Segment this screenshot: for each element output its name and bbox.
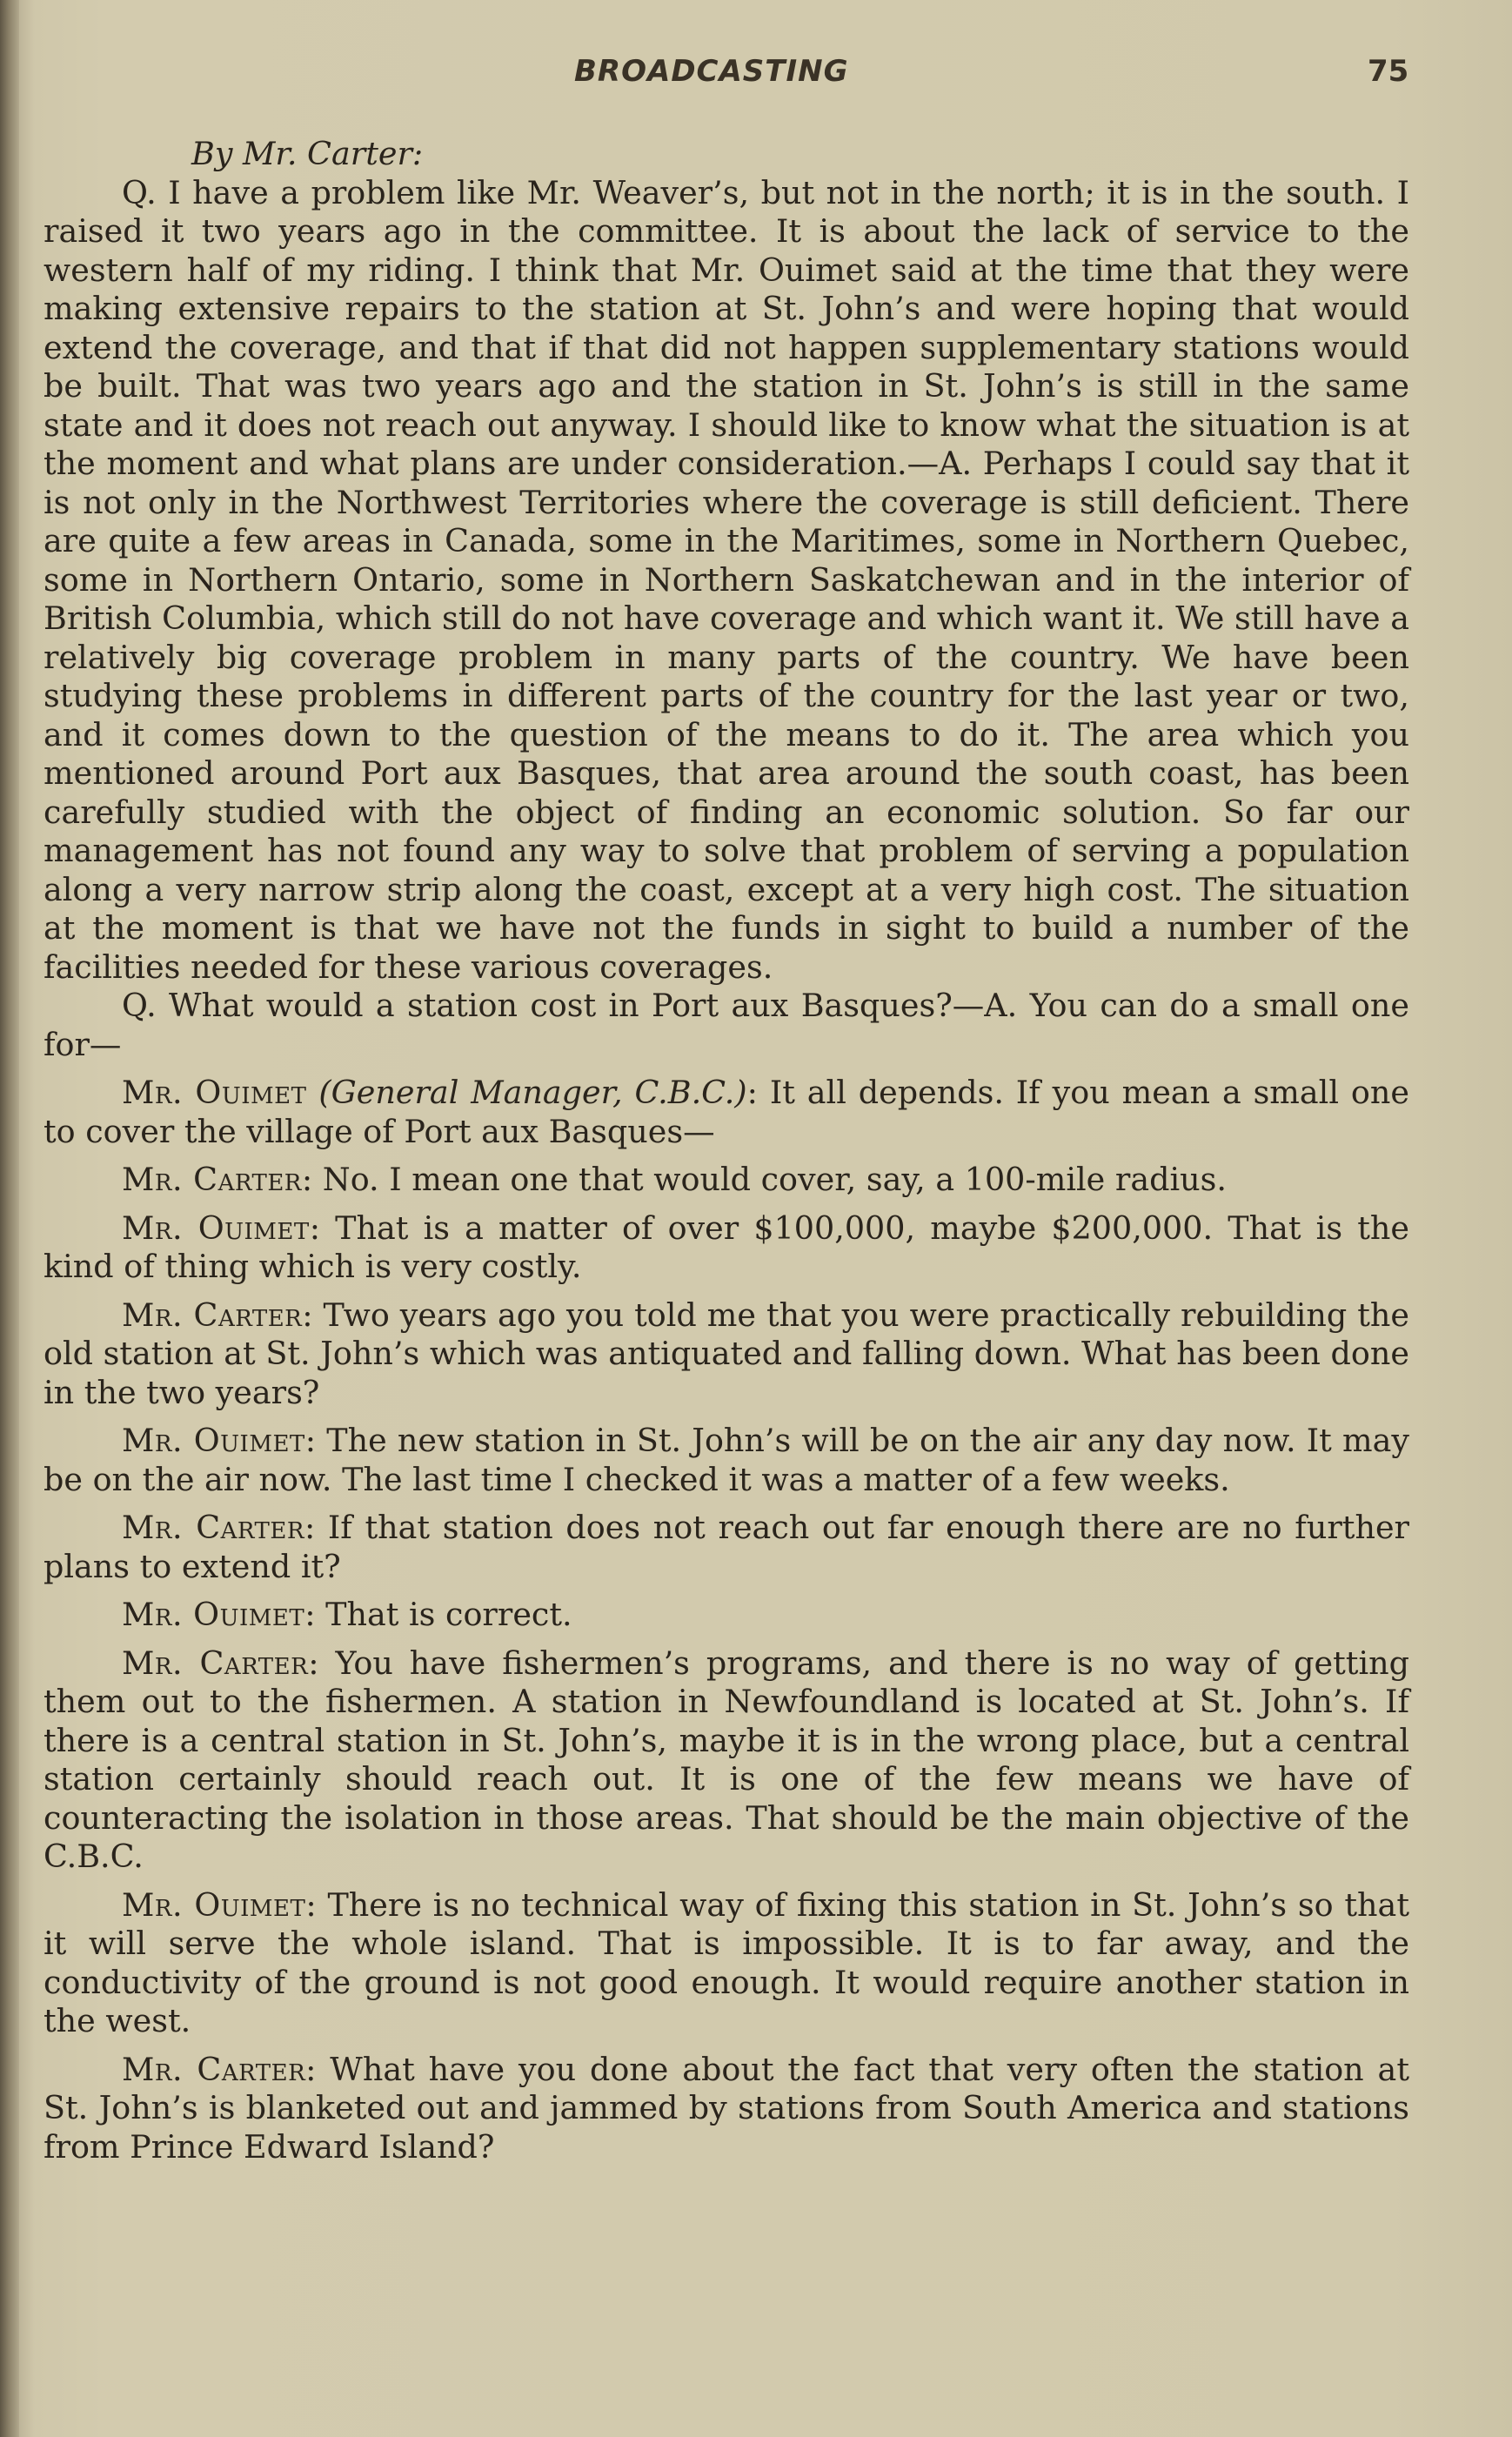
speech-paragraph [43, 1509, 1409, 1586]
speaker-name: Mr. Ouimet [122, 1422, 305, 1459]
speech-paragraph [43, 1596, 1409, 1635]
speech-paragraph [43, 2051, 1409, 2167]
speech-text: : No. I mean one that would cover, say, a 100-mile radius. [301, 1161, 1227, 1198]
speaker-name: Mr. Ouimet [122, 1074, 307, 1111]
speaker-title: (General Manager, C.B.C.) [318, 1074, 747, 1111]
page-body [43, 135, 1409, 2166]
question-answer-paragraph: Q. What would a station cost in Port aux Basques?—A. You can do a small one for— [43, 987, 1409, 1063]
page-number: 75 [1368, 54, 1409, 89]
speech-paragraph [43, 1886, 1409, 2041]
running-head: BROADCASTING [574, 54, 849, 89]
speech-paragraph [43, 1209, 1409, 1287]
speech-text: : What have you done about the fact that very often the station at St. John’s is blanketed out and jammed by stations from South America and stations from Prince Edward Island? [43, 2050, 1409, 2166]
speaker-name: Mr. Carter [122, 1295, 303, 1334]
speaker-name: Mr. Carter [122, 1644, 309, 1682]
speech-text: : The new station in St. John’s will be on the air any day now. It may be on the air now. The last time I checked it was a matter of a few weeks. [43, 1422, 1409, 1498]
speaker-name: Mr. Ouimet [122, 1208, 310, 1247]
byline: By Mr. Carter: [191, 135, 424, 172]
speech-text: : That is correct. [304, 1596, 572, 1633]
speaker-name: Mr. Carter [122, 2050, 306, 2088]
book-binding-edge [0, 0, 19, 2437]
page-header [0, 52, 1512, 96]
speaker-name: Mr. Ouimet [122, 1885, 306, 1924]
speech-paragraph [43, 1296, 1409, 1413]
speech-text: : There is no technical way of fixing this station in St. John’s so that it will serve the whole island. That is impossible. It is to far away, and the conductivity of the ground is not good enough. It would require another station in the west. [43, 1885, 1409, 2039]
speaker-name: Mr. Ouimet [122, 1596, 305, 1633]
speech-paragraph [43, 1161, 1409, 1200]
speech-text: : If that station does not reach out far enough there are no further plans to extend it? [43, 1509, 1409, 1585]
speech-paragraph [43, 1644, 1409, 1877]
speech-text: : Two years ago you told me that you were practically rebuilding the old station at St. John’s which was antiquated and falling down. What has been done in the two years? [43, 1295, 1409, 1411]
speaker-name: Mr. Carter [122, 1509, 304, 1546]
speech-paragraph [43, 1422, 1409, 1499]
question-answer-paragraph: Q. I have a problem like Mr. Weaver’s, but not in the north; it is in the south. I raised it two years ago in the committee. It is about the lack of service to the western half of my riding. I think that Mr. Ouimet said at the time that they were making extensive repairs to the station at St. John’s and were hoping that would extend the coverage, and that if that did not happen supplementary stations would be built. That was two years ago and the station in St. John’s is still in the same state and it does not reach out anyway. I should like to know what the situation is at the moment and what plans are under consideration.—A. Perhaps I could say that it is not only in the Northwest Territories where the coverage is still deficient. There are quite a few areas in Canada, some in the Maritimes, some in Northern Quebec, some in Northern Ontario, some in Northern Saskatchewan and in the interior of British Columbia, which still do not have coverage and which want it. We still have a relatively big coverage problem in many parts of the country. We have been studying these problems in different parts of the country for the last year or two, and it comes down to the question of the means to do it. The area which you mentioned around Port aux Basques, that area around the south coast, has been carefully studied with the object of finding an economic solution. So far our management has not found any way to solve that problem of serving a population along a very narrow strip along the coast, except at a very high cost. The situation at the moment is that we have not the funds in sight to build a number of the facilities needed for these various coverages. [43, 173, 1409, 986]
speech-text: : That is a matter of over $100,000, maybe $200,000. That is the kind of thing which is very costly. [43, 1208, 1409, 1285]
speech-text: : You have fishermen’s programs, and there is no way of getting them out to the fishermen. A station in Newfoundland is located at St. John’s. If there is a central station in St. John’s, maybe it is in the wrong place, but a central station certainly should reach out. It is one of the few means we have of counteracting the isolation in those areas. That should be the main objective of the C.B.C. [43, 1644, 1410, 1875]
speech-paragraph [43, 1074, 1409, 1151]
speech-text: : It all depends. If you mean a small one to cover the village of Port aux Basques— [43, 1074, 1409, 1150]
speaker-name: Mr. Carter [122, 1161, 302, 1198]
